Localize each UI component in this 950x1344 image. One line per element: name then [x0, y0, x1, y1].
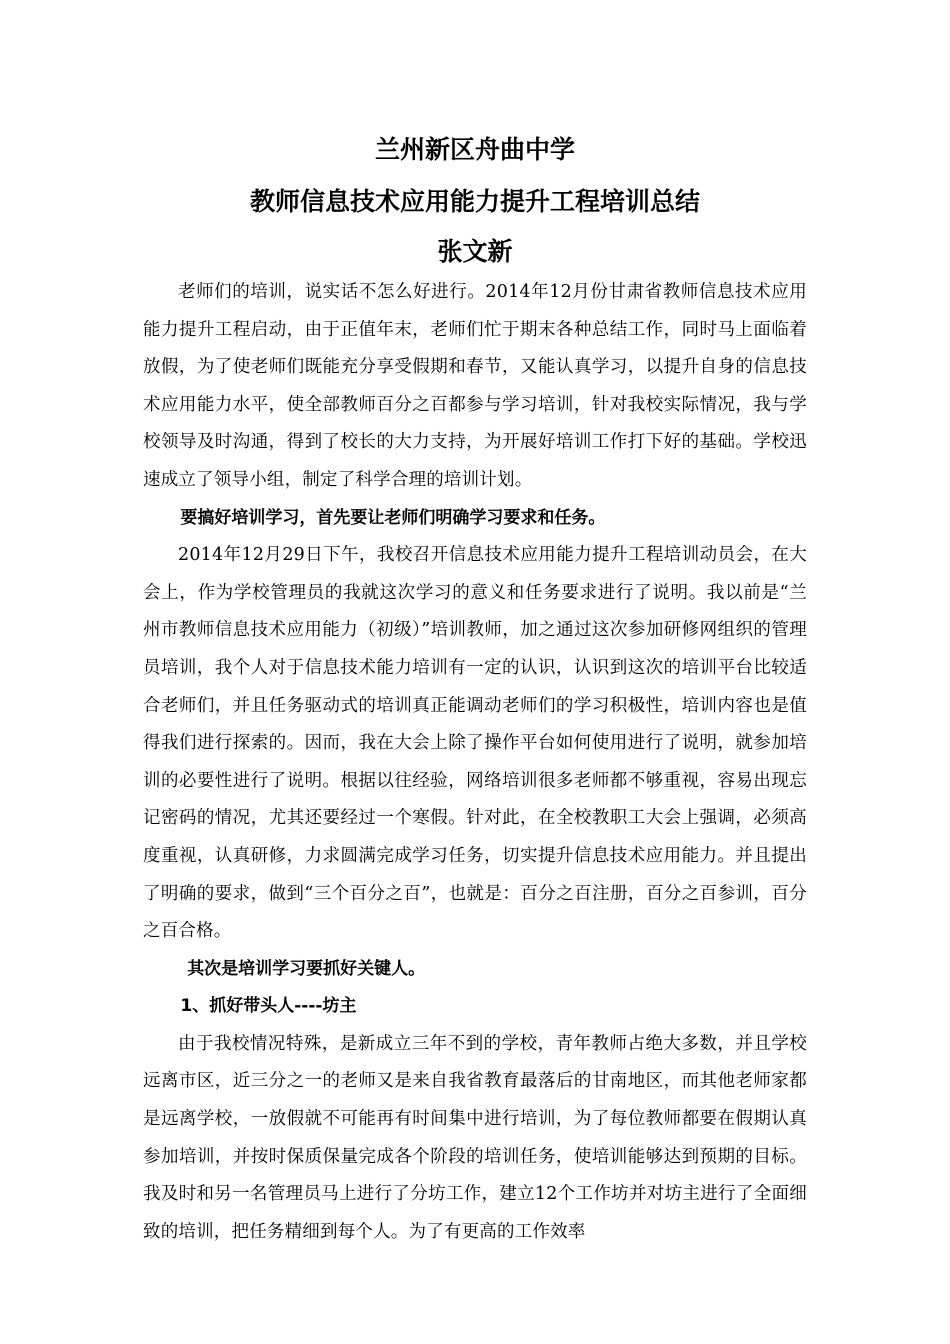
paragraph-intro: 老师们的培训，说实话不怎么好进行。2014年12月份甘肃省教师信息技术应用能力提升工程启动，由于正值年末，老师们忙于期末各种总结工作，同时马上面临着放假，为了使老师们既能充分享受假期和春节，又能认真学习，以提升自身的信息技术应用能力水平，使全部教师百分之百都参与学习培训，针对我校实际情况，我与学校领导及时沟通，得到了校长的大力支持，为开展好培训工作打下好的基础。学校迅速成立了领导小组，制定了科学合理的培训计划。: [143, 282, 807, 490]
document-title: 教师信息技术应用能力提升工程培训总结: [249, 187, 700, 216]
author-name: 张文新: [437, 237, 513, 266]
subsection-heading-leaders: 1、抓好带头人----坊主: [180, 996, 357, 1017]
school-title: 兰州新区舟曲中学: [374, 135, 575, 164]
section-heading-key-people: 其次是培训学习要抓好关键人。: [187, 958, 426, 979]
paragraph-workshops: 由于我校情况特殊，是新成立三年不到的学校，青年教师占绝大多数，并且学校远离市区，近三分之一的老师又是来自我省教育最落后的甘南地区，而其他老师家都是远离学校，一放假就不可能再有时间集中进行培训，为了每位教师都要在假期认真参加培训，并按时保质保量完成各个阶段的培训任务，使培训能够达到预期的目标。我及时和另一名管理员马上进行了分坊工作，建立12个工作坊并对坊主进行了全面细致的培训，把任务精细到每个人。为了有更高的工作效率: [143, 1033, 807, 1242]
paragraph-mobilization: 2014年12月29日下午，我校召开信息技术应用能力提升工程培训动员会，在大会上，作为学校管理员的我就这次学习的意义和任务要求进行了说明。我以前是“兰州市教师信息技术应用能力（初级）”培训教师，加之通过这次参加研修网组织的管理员培训，我个人对于信息技术能力培训有一定的认识，认识到这次的培训平台比较适合老师们，并且任务驱动式的培训真正能调动老师们的学习积极性，培训内容也是值得我们进行探索的。因而，我在大会上除了操作平台如何使用进行了说明，就参加培训的必要性进行了说明。根据以往经验，网络培训很多老师都不够重视，容易出现忘记密码的情况，尤其还要经过一个寒假。针对此，在全校教职工大会上强调，必须高度重视，认真研修，力求圆满完成学习任务，切实提升信息技术应用能力。并且提出了明确的要求，做到“三个百分之百”，也就是：百分之百注册，百分之百参训，百分之百合格。: [143, 545, 807, 942]
section-heading-requirements: 要搞好培训学习，首先要让老师们明确学习要求和任务。: [180, 507, 606, 528]
